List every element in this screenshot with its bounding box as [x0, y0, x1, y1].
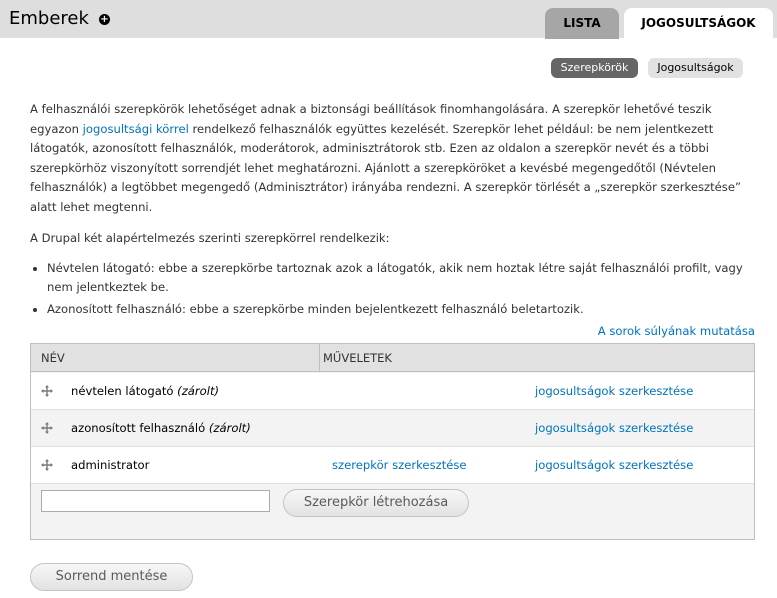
table-header: [31, 344, 754, 372]
intro-text-part: rendelkező felhasználók együttes kezelését. Szerepkör lehet például: be nem jelentkezett látogatók, azonosított felhasználók, moderátorok, adminisztrátorok stb. Ezen az oldalon a szerepkör nevét és a többi szerepkörhöz viszonyított sorrendjét lehet meghatározni. Ajánlott a szerepköröket a kevésbé megengedőtől (Névtelen felhasználók) a legtöbbet megengedő (Adminisztrátor) irányába rendezni. A szerepkör törlését a „szerepkör szerkesztése” alatt lehet megtenni.: [30, 121, 741, 214]
role-name: [71, 410, 251, 447]
show-row-weights-link[interactable]: A sorok súlyának mutatása: [597, 324, 755, 338]
locked-label: (zárolt): [208, 421, 251, 435]
tab-jogosultsagok[interactable]: JOGOSULTSÁGOK: [624, 8, 773, 39]
default-roles-list: [30, 259, 755, 320]
save-order-button[interactable]: Sorrend mentése: [30, 563, 193, 591]
drag-handle-icon[interactable]: [41, 459, 53, 471]
defaults-text: A Drupal két alapértelmezés szerinti szerepkörrel rendelkezik:: [30, 231, 390, 245]
role-name-text: névtelen látogató: [71, 384, 174, 398]
intro-text-part: A felhasználói szerepkörök lehetőséget adnak a biztonsági beállítások finomhangolására. A szerepkör lehetővé teszik egyazon: [30, 102, 712, 136]
role-name-text: azonosított felhasználó: [71, 421, 206, 435]
help-content: [30, 100, 755, 321]
list-item: • Azonosított felhasználó: ebbe a szerepkörbe minden bejelentkezett felhasználó beletartozik.: [47, 300, 755, 320]
add-shortcut-icon[interactable]: +: [100, 14, 109, 25]
column-header-name: NÉV: [41, 351, 65, 365]
roles-table: [30, 343, 755, 540]
column-divider: [319, 344, 320, 372]
column-header-operations: MŰVELETEK: [323, 351, 392, 365]
intro-text: [30, 100, 755, 217]
edit-role-link[interactable]: szerepkör szerkesztése: [332, 458, 467, 472]
create-role-button[interactable]: Szerepkör létrehozása: [283, 489, 469, 517]
secondary-tabs: [0, 58, 777, 78]
secondary-tab-szerepkorok[interactable]: Szerepkörök: [551, 58, 638, 78]
new-role-name-input[interactable]: [41, 490, 270, 512]
role-name: [71, 373, 219, 410]
page-title: Emberek: [9, 8, 89, 29]
edit-permissions-link[interactable]: jogosultságok szerkesztése: [535, 421, 694, 435]
secondary-tab-jogosultsagok[interactable]: Jogosultságok: [648, 58, 743, 78]
role-name: administrator: [71, 458, 150, 472]
table-row: [31, 447, 754, 484]
table-row: [31, 373, 754, 410]
drag-handle-icon[interactable]: [41, 422, 53, 434]
edit-permissions-link[interactable]: jogosultságok szerkesztése: [535, 458, 694, 472]
list-item: • Névtelen látogató: ebbe a szerepkörbe tartoznak azok a látogatók, akik nem hoztak létre saját felhasználói profilt, vagy nem jelentkeztek be.: [47, 259, 755, 298]
page-header: [0, 0, 777, 38]
table-row: [31, 410, 754, 447]
drag-handle-icon[interactable]: [41, 385, 53, 397]
permission-set-link[interactable]: jogosultsági körrel: [82, 121, 189, 136]
edit-permissions-link[interactable]: jogosultságok szerkesztése: [535, 384, 694, 398]
locked-label: (zárolt): [177, 384, 220, 398]
tab-lista[interactable]: LISTA: [545, 8, 619, 39]
